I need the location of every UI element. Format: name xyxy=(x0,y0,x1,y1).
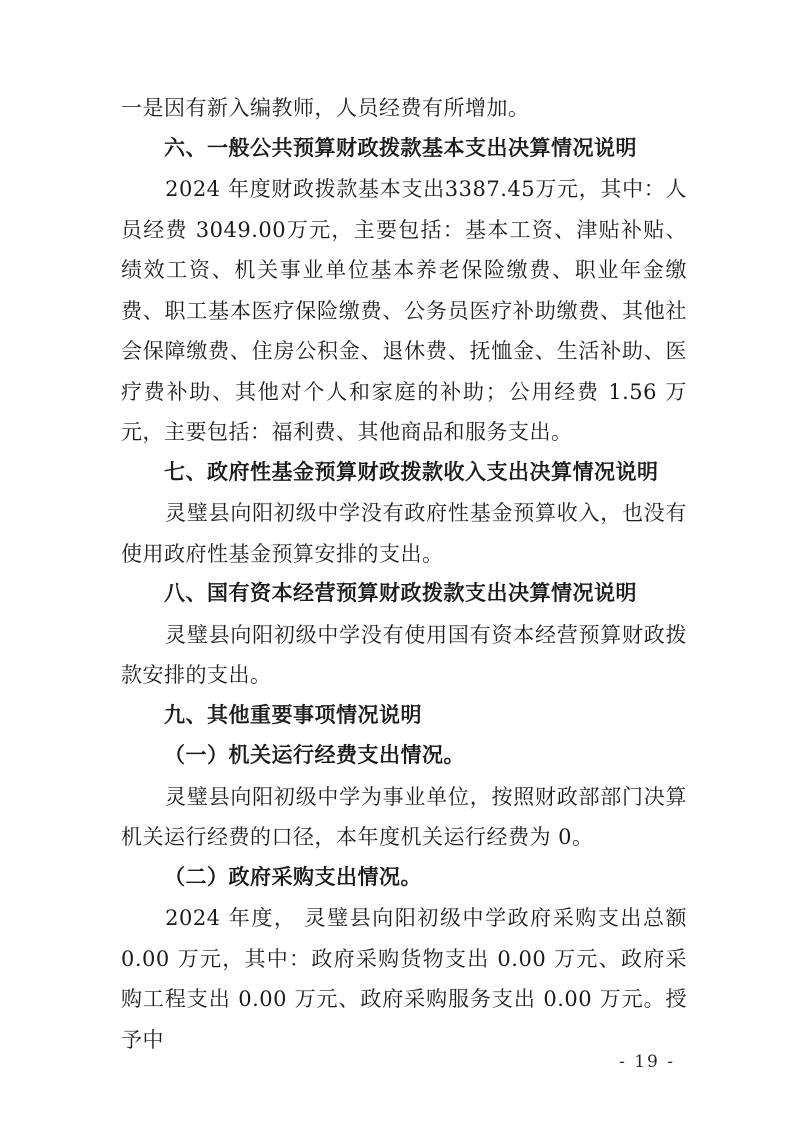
paragraph-agency-operating-expenses: 灵璧县向阳初级中学为事业单位，按照财政部部门决算机关运行经费的口径，本年度机关运行经费为 0。 xyxy=(121,784,687,849)
sub-heading-two-government-procurement: （二）政府采购支出情况。 xyxy=(164,865,423,889)
section-heading-nine-other-important-matters: 九、其他重要事项情况说明 xyxy=(164,703,423,727)
section-heading-seven-government-fund-budget: 七、政府性基金预算财政拨款收入支出决算情况说明 xyxy=(164,460,659,484)
sub-heading-one-agency-operating-expenses: （一）机关运行经费支出情况。 xyxy=(164,744,466,767)
paragraph-government-fund-statement: 灵璧县向阳初级中学没有政府性基金预算收入，也没有使用政府性基金预算安排的支出。 xyxy=(121,501,687,566)
paragraph-state-capital-statement: 灵璧县向阳初级中学没有使用国有资本经营预算财政拨款安排的支出。 xyxy=(121,622,687,687)
page-number: - 19 - xyxy=(619,1052,675,1072)
document-content xyxy=(121,88,687,1060)
section-heading-six-basic-expenditure: 六、一般公共预算财政拨款基本支出决算情况说明 xyxy=(164,136,638,160)
paragraph-basic-expenditure-detail: 2024 年度财政拨款基本支出3387.45万元，其中：人员经费 3049.00万元，主要包括：基本工资、津贴补贴、绩效工资、机关事业单位基本养老保险缴费、职业年金缴费、职工基本医疗保险缴费、公务员医疗补助缴费、其他社会保障缴费、住房公积金、退休费、抚恤金、生活补助、医疗费补助、其他对个人和家庭的补助；公用经费 1.56 万元，主要包括：福利费、其他商品和服务支出。 xyxy=(121,177,687,444)
paragraph-government-procurement-detail: 2024 年度， 灵璧县向阳初级中学政府采购支出总额 0.00 万元，其中：政府采购货物支出 0.00 万元、政府采购工程支出 0.00 万元、政府采购服务支出 0.00 万元。授予中 xyxy=(121,906,687,1052)
paragraph-continuation-from-previous-page: 一是因有新入编教师，人员经费有所增加。 xyxy=(121,96,530,120)
section-heading-eight-state-capital-budget: 八、国有资本经营预算财政拨款支出决算情况说明 xyxy=(164,582,638,605)
